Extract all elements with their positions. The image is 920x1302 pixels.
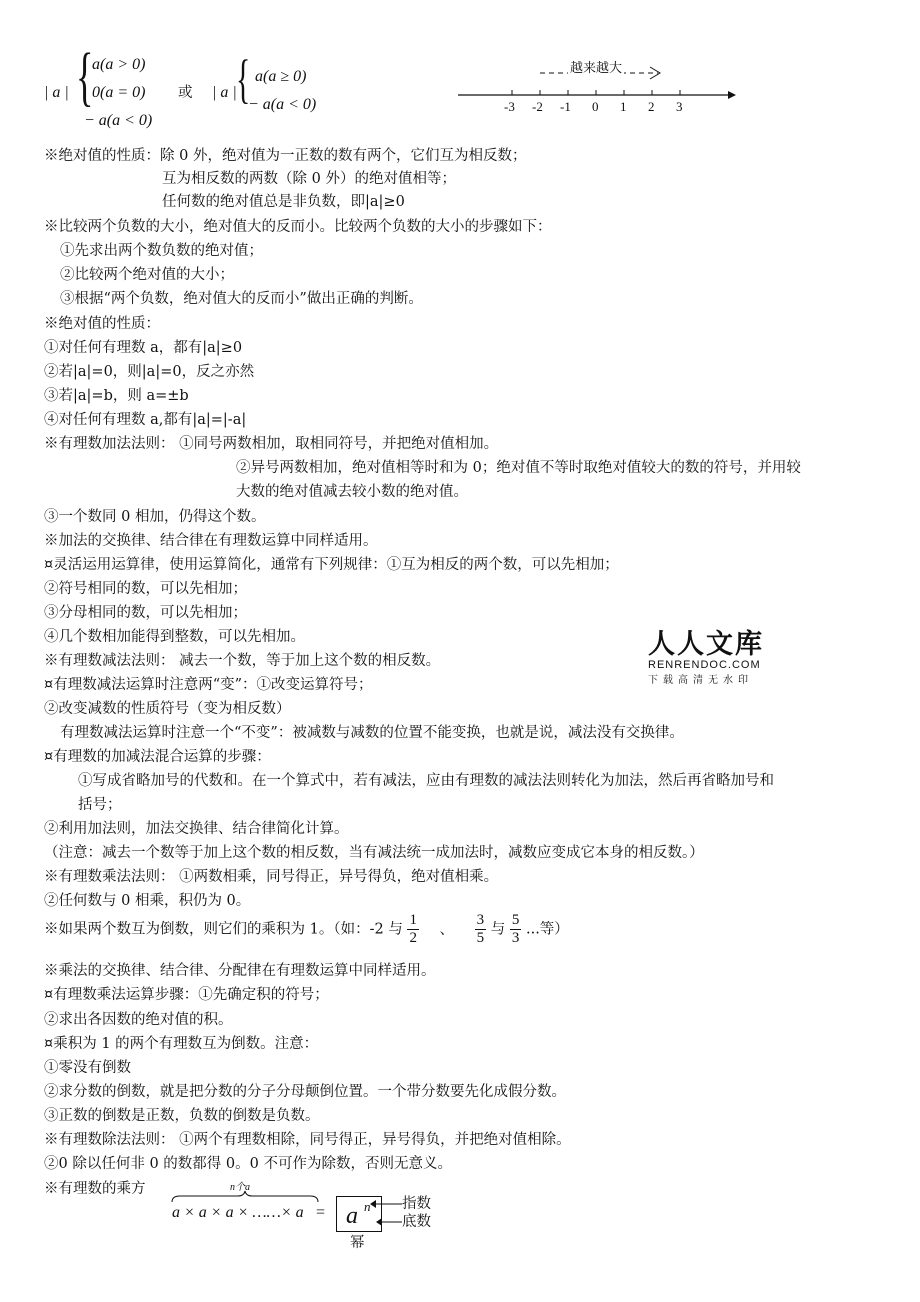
- tick-label: -2: [532, 99, 543, 114]
- watermark-logo: [648, 622, 764, 686]
- watermark-title: 人人文库: [648, 629, 764, 660]
- text-line: ③若|a|=b，则 a=±b: [44, 388, 189, 404]
- text-line: ※有理数乘法法则： ①两数相乘，同号得正，异号得负，绝对值相乘。: [44, 869, 499, 885]
- power-base: a: [346, 1203, 358, 1229]
- fraction-3-numerator: 5: [511, 912, 520, 928]
- axis-arrow-icon: [728, 91, 736, 99]
- text-line: ※比较两个负数的大小，绝对值大的反而小。比较两个负数的大小的步骤如下：: [44, 219, 552, 235]
- reciprocal-prefix: ※如果两个数互为倒数，则它们的乘积为 1。（如：-2 与: [44, 921, 403, 938]
- text-line: ※乘法的交换律、结合律、分配律在有理数运算中同样适用。: [44, 963, 436, 979]
- text-line: ④几个数相加能得到整数，可以先相加。: [44, 629, 305, 645]
- text-line: ④对任何有理数 a,都有|a|=|-a|: [44, 412, 247, 428]
- text-line: ②符号相同的数，可以先相加；: [44, 581, 247, 597]
- text-line: 有理数减法运算时注意一个“不变”：被减数与减数的位置不能变换，也就是说，减法没有交换律。: [60, 725, 684, 741]
- fraction-2-numerator: 3: [476, 912, 485, 928]
- right-brace: {: [236, 49, 251, 109]
- text-line: ③正数的倒数是正数，负数的倒数是负数。: [44, 1108, 320, 1124]
- text-line: ①先求出两个数负数的绝对值；: [60, 243, 263, 259]
- abs-label-right: | a |: [212, 84, 237, 101]
- watermark-subtitle: 下载高清无水印: [648, 675, 753, 686]
- power-exponent: n: [364, 1199, 371, 1214]
- text-line: ¤有理数的加减法混合运算的步骤：: [44, 749, 271, 765]
- text-line: 任何数的绝对值总是非负数，即|a|≥0: [162, 194, 405, 210]
- text-line: ※绝对值的性质：除 0 外，绝对值为一正数的数有两个，它们互为相反数；: [44, 148, 527, 164]
- text-line: ※有理数加法法则： ①同号两数相加，取相同符号，并把绝对值相加。: [44, 436, 499, 452]
- text-line: ②0 除以任何非 0 的数都得 0。0 不可作为除数，否则无意义。: [44, 1156, 452, 1172]
- text-line: ¤有理数乘法运算步骤：①先确定积的符号；: [44, 987, 329, 1003]
- text-line: ②任何数与 0 相乘，积仍为 0。: [44, 893, 251, 909]
- fraction-2: [475, 912, 487, 947]
- product-expression: a × a × a × ……× a: [172, 1204, 304, 1221]
- text-line: （注意：减去一个数等于加上这个数的相反数，当有减法统一成加法时，减数应变成它本身的相反数。）: [44, 845, 704, 861]
- left-brace: {: [76, 40, 94, 113]
- text-line: ①写成省略加号的代数和。在一个算式中，若有减法，应由有理数的减法法则转化为加法，然后再省略加号和: [78, 773, 774, 789]
- separator: 、: [439, 921, 455, 938]
- tick-label: 0: [592, 99, 599, 114]
- text-line: ¤乘积为 1 的两个有理数互为倒数。注意：: [44, 1036, 319, 1052]
- text-line: ※绝对值的性质：: [44, 316, 160, 332]
- tick-label: 3: [676, 99, 683, 114]
- pointer-arrows-icon: [368, 1196, 404, 1230]
- text-line: ②求分数的倒数，就是把分数的分子分母颠倒位置。一个带分数要先化成假分数。: [44, 1084, 566, 1100]
- abs-case-2: 0(a = 0): [92, 84, 146, 101]
- fraction-3: [510, 912, 522, 947]
- reciprocal-line: [44, 912, 569, 947]
- fraction-1-denominator: 2: [409, 930, 417, 946]
- reciprocal-suffix: ...等）: [525, 921, 569, 938]
- text-line: ②比较两个绝对值的大小；: [60, 267, 234, 283]
- and-text: 与: [490, 921, 506, 938]
- fraction-3-denominator: 3: [511, 930, 520, 946]
- text-line: ②利用加法则，加法交换律、结合律简化计算。: [44, 821, 349, 837]
- text-line: 大数的绝对值减去较小数的绝对值。: [236, 484, 468, 500]
- text-line: ※有理数的乘方: [44, 1181, 146, 1197]
- base-label: 底数: [402, 1214, 431, 1230]
- fraction-1-numerator: 1: [409, 912, 417, 928]
- number-line-caption: 越来越大: [570, 61, 623, 76]
- text-line: ※加法的交换律、结合律在有理数运算中同样适用。: [44, 533, 378, 549]
- text-line: ②若|a|=0，则|a|=0，反之亦然: [44, 364, 255, 380]
- text-line: ※有理数除法法则： ①两个有理数相除，同号得正，异号得负，并把绝对值相除。: [44, 1132, 571, 1148]
- text-line: ②改变减数的性质符号（变为相反数）: [44, 701, 291, 717]
- text-line: ¤有理数减法运算时注意两“变”：①改变运算符号；: [44, 677, 373, 693]
- text-line: 括号；: [78, 797, 122, 813]
- text-line: ②求出各因数的绝对值的积。: [44, 1012, 233, 1028]
- text-line: ①零没有倒数: [44, 1060, 131, 1076]
- exponent-label: 指数: [402, 1196, 431, 1212]
- watermark-url: RENRENDOC.COM: [648, 659, 761, 671]
- tick-label: 2: [648, 99, 655, 114]
- text-line: 互为相反数的两数（除 0 外）的绝对值相等；: [162, 171, 456, 187]
- tick-label: -3: [504, 99, 515, 114]
- abs-label-left: | a |: [44, 84, 69, 101]
- fraction-1: [407, 912, 419, 947]
- abs-case-3: − a(a < 0): [84, 112, 153, 129]
- abs-right-case-1: a(a ≥ 0): [255, 68, 307, 85]
- power-label: 幂: [350, 1235, 365, 1251]
- fraction-2-denominator: 5: [476, 930, 485, 946]
- overbrace-icon: [170, 1190, 320, 1204]
- text-line: ③根据“两个负数，绝对值大的反而小”做出正确的判断。: [60, 291, 423, 307]
- text-line: ※有理数减法法则： 减去一个数，等于加上这个数的相反数。: [44, 653, 441, 669]
- tick-label: 1: [620, 99, 627, 114]
- abs-case-1: a(a > 0): [92, 56, 146, 73]
- or-text: 或: [178, 85, 193, 101]
- text-line: ②异号两数相加，绝对值相等时和为 0；绝对值不等时取绝对值较大的数的符号，并用较: [236, 460, 801, 476]
- text-line: ③分母相同的数，可以先相加；: [44, 605, 247, 621]
- abs-right-case-2: − a(a < 0): [248, 96, 317, 113]
- equals-sign: =: [316, 1204, 326, 1221]
- text-line: ①对任何有理数 a，都有|a|≥0: [44, 340, 243, 356]
- brace-label: n个a: [230, 1182, 250, 1193]
- text-line: ③一个数同 0 相加，仍得这个数。: [44, 509, 266, 525]
- tick-label: -1: [560, 99, 571, 114]
- text-line: ¤灵活运用运算律，使用运算简化，通常有下列规律：①互为相反的两个数，可以先相加；: [44, 557, 619, 573]
